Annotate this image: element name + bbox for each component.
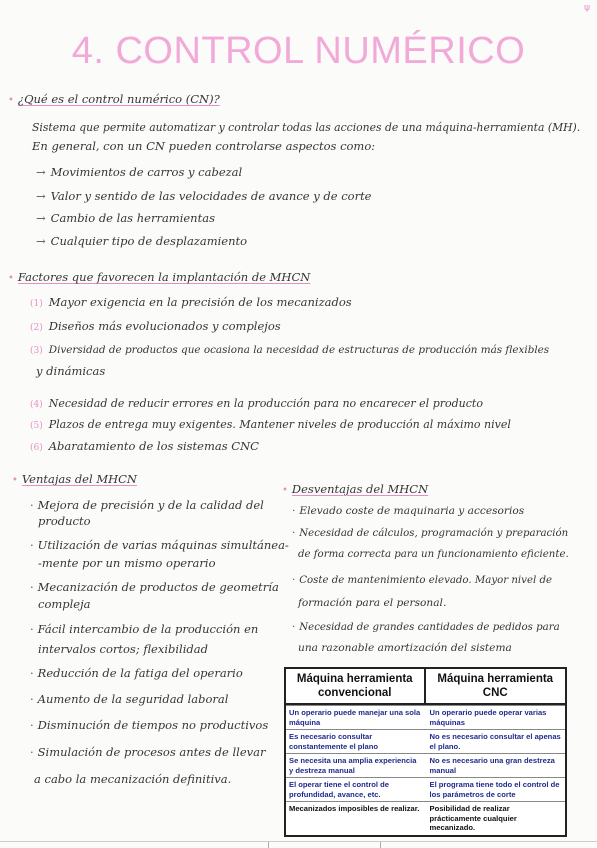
bullet-icon: ·: [30, 692, 34, 706]
table-row: [286, 705, 565, 729]
table-row: [286, 753, 565, 777]
table-cell: El programa tiene todo el control de los parámetros de corte: [429, 780, 560, 799]
bullet-icon: ·: [292, 528, 296, 539]
section2-item: (6) Abaratamiento de los sistemas CNC: [30, 439, 259, 453]
ventajas-line: -mente por un mismo operario: [38, 556, 216, 570]
desventajas-heading-row: [282, 482, 428, 496]
arrow-icon: →: [36, 165, 46, 179]
bullet-icon: ·: [292, 575, 296, 586]
section2-item: (2) Diseños más evolucionados y complejos: [30, 319, 281, 333]
desventajas-line: una razonable amortización del sistema: [298, 642, 512, 654]
pink-bullet-icon: •: [8, 273, 14, 284]
ventajas-line: · Reducción de la fatiga del operario: [30, 666, 243, 680]
ventajas-line: intervalos cortos; flexibilidad: [38, 642, 208, 656]
desventajas-line: · Necesidad de grandes cantidades de pedidos para: [292, 622, 560, 633]
ventajas-line: · Mecanización de productos de geometría: [30, 580, 279, 594]
section2-item: y dinámicas: [36, 364, 106, 378]
section1-item: → Movimientos de carros y cabezal: [36, 165, 243, 179]
table-cell: Mecanizados imposibles de realizar.: [289, 804, 420, 813]
bullet-icon: ·: [30, 498, 34, 512]
section2-item: (4) Necesidad de reducir errores en la producción para no encarecer el producto: [30, 397, 483, 410]
pink-bullet-icon: •: [282, 485, 288, 496]
table-row: [286, 777, 565, 801]
table-cell: Posibilidad de realizar prácticamente cualquier mecanizado.: [429, 804, 517, 832]
ventajas-line: · Disminución de tiempos no productivos: [30, 718, 269, 732]
table-header: [286, 669, 565, 705]
ventajas-line: · Utilización de varias máquinas simultánea-: [30, 538, 289, 552]
bullet-icon: ·: [30, 538, 34, 552]
table-cell: Es necesario consultar constantemente el plano: [289, 732, 379, 751]
page-bottom-rule: [0, 841, 597, 842]
section1-paragraph-2: En general, con un CN pueden controlarse aspectos como:: [32, 139, 376, 153]
pink-bullet-icon: •: [8, 95, 14, 106]
table-cell: Se necesita una amplia experiencia y destreza manual: [289, 756, 417, 775]
table-cell: Un operario puede operar varias máquinas: [429, 708, 547, 727]
desventajas-line: de forma correcta para un funcionamiento eficiente.: [298, 549, 569, 560]
arrow-icon: →: [36, 234, 46, 248]
page-tick: [268, 842, 269, 848]
table-header-cnc: Máquina herramienta CNC: [437, 673, 554, 699]
bullet-icon: ·: [30, 580, 34, 594]
arrow-icon: →: [36, 211, 46, 225]
table-row: [286, 801, 565, 835]
bullet-icon: ·: [292, 622, 296, 633]
bullet-icon: ·: [30, 745, 34, 759]
section1-item: → Valor y sentido de las velocidades de avance y de corte: [36, 189, 372, 203]
section2-item: (5) Plazos de entrega muy exigentes. Mantener niveles de producción al máximo nivel: [30, 418, 511, 431]
ventajas-heading: Ventajas del MHCN: [21, 472, 137, 486]
section1-item: → Cambio de las herramientas: [36, 211, 215, 225]
bullet-icon: ·: [30, 622, 34, 636]
comparison-table: [284, 667, 567, 837]
table-cell: No es necesario consultar el apenas el plano.: [429, 732, 561, 751]
bullet-icon: ·: [30, 718, 34, 732]
desventajas-line: · Coste de mantenimiento elevado. Mayor nivel de: [292, 575, 553, 586]
ventajas-line: · Aumento de la seguridad laboral: [30, 692, 229, 706]
desventajas-heading: Desventajas del MHCN: [291, 482, 429, 496]
section2-heading: Factores que favorecen la implantación de MHCN: [17, 270, 311, 284]
table-cell: No es necesario una gran destreza manual: [429, 756, 555, 775]
bullet-icon: ·: [30, 666, 34, 680]
ventajas-line: a cabo la mecanización definitiva.: [34, 772, 232, 786]
table-cell: El operar tiene el control de profundidad, avance, etc.: [289, 780, 390, 799]
ventajas-line: · Mejora de precisión y de la calidad del: [30, 498, 264, 512]
section2-item: (1) Mayor exigencia en la precisión de los mecanizados: [30, 295, 352, 309]
pink-bullet-icon: •: [12, 475, 18, 486]
arrow-icon: →: [36, 189, 46, 203]
page-title: 4. CONTROL NUMÉRICO: [71, 30, 526, 72]
page-tick: [380, 842, 381, 848]
table-cell: Un operario puede manejar una sola máquina: [289, 708, 421, 727]
section1-heading: ¿Qué es el control numérico (CN)?: [17, 92, 220, 106]
table-header-conventional: Máquina herramienta convencional: [286, 669, 426, 703]
table-row: [286, 729, 565, 753]
ventajas-line: producto: [38, 514, 91, 528]
desventajas-line: formación para el personal.: [298, 597, 447, 609]
ventajas-line: compleja: [38, 597, 91, 611]
section1-item: → Cualquier tipo de desplazamiento: [36, 234, 248, 248]
ventajas-line: · Fácil intercambio de la producción en: [30, 622, 259, 636]
corner-mark: ψ: [584, 3, 590, 13]
desventajas-line: · Necesidad de cálculos, programación y preparación: [292, 528, 569, 539]
desventajas-line: · Elevado coste de maquinaria y accesorios: [292, 505, 525, 517]
section2-item: (3) Diversidad de productos que ocasiona la necesidad de estructuras de producción más flexibles: [30, 344, 550, 356]
ventajas-heading-row: [12, 472, 137, 486]
ventajas-line: · Simulación de procesos antes de llevar: [30, 745, 266, 759]
section1-heading-row: [8, 92, 220, 106]
bullet-icon: ·: [292, 505, 296, 517]
section2-heading-row: [8, 270, 310, 284]
section1-paragraph-1: Sistema que permite automatizar y controlar todas las acciones de una máquina-herramienta (MH).: [32, 121, 581, 134]
